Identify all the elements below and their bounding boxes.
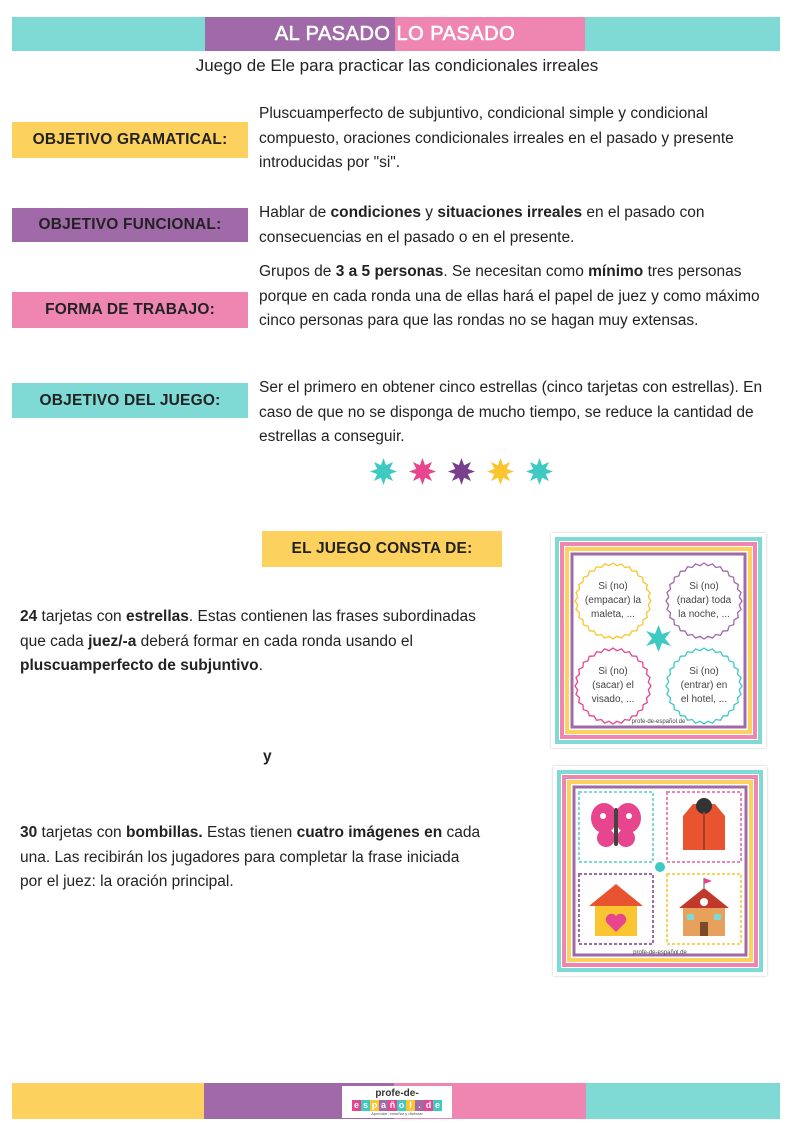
logo-letter: d [425, 1099, 432, 1110]
label-objetivo-funcional: OBJETIVO FUNCIONAL: [12, 208, 248, 242]
label-el-juego-consta-de: EL JUEGO CONSTA DE: [262, 531, 502, 567]
star-card-phrase-line: Si (no) [689, 666, 719, 677]
star-icon [370, 458, 397, 485]
star-card-phrase-line: maleta, ... [591, 609, 635, 620]
text-span: cada una. Las recibirán los jugadores para completar la frase iniciada por el juez: la oración principal. [20, 824, 481, 890]
star-icon [526, 458, 553, 485]
text-span: . Estas contienen las frases subordinadas que cada [20, 608, 476, 650]
logo-letter: a [380, 1099, 386, 1110]
logo-subtitle: Aprender, enseñar y disfrutar [371, 1110, 423, 1116]
text-objetivo-funcional [259, 201, 779, 250]
butterfly-icon [591, 803, 641, 847]
star-icon [487, 458, 514, 485]
logo-letter: s [362, 1099, 368, 1110]
title-part-1: AL PASADO [274, 22, 391, 45]
bold-minimo: mínimo [588, 263, 644, 280]
star-card-phrase-line: (empacar) la [584, 595, 642, 606]
page-title [205, 17, 585, 51]
star-card-phrase-line: el hotel, ... [680, 694, 728, 705]
title-part-2: LO PASADO [396, 22, 516, 45]
text-span: tarjetas con [37, 824, 126, 841]
banner-segment-teal [12, 17, 205, 51]
text-span: tarjetas con [37, 608, 126, 625]
bold-juez: juez/-a [88, 632, 137, 650]
bold-estrellas: estrellas [126, 608, 189, 625]
logo-letter: . [415, 1100, 424, 1111]
banner-segment-teal-right [585, 17, 780, 51]
logo-letters [352, 1100, 442, 1111]
text-span: Hablar de [259, 204, 331, 221]
star-card-image [551, 533, 766, 748]
text-objetivo-gramatical: Pluscuamperfecto de subjuntivo, condicional simple y condicional compuesto, oraciones condicionales irreales en el pasado y presente introducidas por "si". [259, 105, 734, 171]
logo-top-text: profe-de- [375, 1087, 419, 1099]
bold-situaciones-irreales: situaciones irreales [437, 204, 583, 221]
logo [342, 1086, 452, 1118]
bold-cuatro-imagenes: cuatro imágenes en [296, 824, 443, 841]
label-forma-de-trabajo: FORMA DE TRABAJO: [12, 292, 248, 328]
bold-count-24: 24 [20, 608, 38, 625]
logo-letter: p [371, 1099, 378, 1110]
bold-pluscuamperfecto: pluscuamperfecto de subjuntivo [20, 657, 259, 674]
bold-count-30: 30 [20, 824, 38, 841]
text-span: Estas tienen [202, 824, 297, 841]
label-objetivo-gramatical: OBJETIVO GRAMATICAL: [12, 122, 248, 158]
text-span: tres personas porque en cada ronda una de ellas hará el papel de juez y como máximo cinco personas para que las rondas no se hagan muy extensas. [259, 263, 760, 329]
connector-y: y [263, 748, 272, 765]
text-span: . Se necesitan como [443, 263, 589, 280]
logo-letter: ñ [389, 1099, 396, 1110]
star-card-phrase-line: (sacar) el [592, 680, 634, 691]
text-span: en el pasado con consecuencias en el pasado o en el presente. [259, 204, 705, 246]
star-icon [409, 458, 436, 485]
star-card-phrase-line: (entrar) en [680, 680, 728, 691]
star-card-phrase-line: (nadar) toda [676, 595, 732, 606]
bold-condiciones: condiciones [330, 204, 421, 221]
bold-bombillas: bombillas. [126, 824, 203, 841]
label-objetivo-del-juego: OBJETIVO DEL JUEGO: [12, 383, 248, 418]
star-card-phrase-line: Si (no) [598, 581, 628, 592]
text-span: deberá formar en cada ronda usando el [136, 632, 413, 650]
logo-letter: l [406, 1100, 415, 1111]
star-card-graphic [551, 533, 766, 748]
text-tarjetas-bombillas [20, 821, 482, 895]
star-card-phrase-line: la noche, ... [678, 609, 730, 620]
star-card-phrase-line: Si (no) [689, 581, 719, 592]
bulb-card-footer: profe-de-español.de [633, 950, 687, 956]
bottom-segment-teal [586, 1083, 780, 1119]
text-objetivo-del-juego: Ser el primero en obtener cinco estrellas (cinco tarjetas con estrellas). En caso de que no se disponga de mucho tiempo, se reduce la cantidad de estrellas a conseguir. [259, 379, 763, 445]
star-card-footer: profe-de-español.de [631, 719, 686, 725]
logo-letter: o [398, 1099, 405, 1110]
text-span: . [258, 657, 263, 674]
star-icon [448, 458, 475, 485]
text-span: Grupos de [259, 263, 336, 280]
page-subtitle: Juego de Ele para practicar las condicionales irreales [195, 56, 599, 75]
logo-letter: e [353, 1099, 359, 1110]
star-row [370, 458, 553, 485]
logo-letter: e [434, 1099, 440, 1110]
star-card-phrase-line: visado, ... [591, 694, 635, 705]
bottom-segment-yellow [12, 1083, 204, 1119]
bulb-card-image [553, 766, 767, 976]
bulb-card-graphic [553, 766, 767, 976]
text-forma-de-trabajo [259, 260, 779, 334]
text-tarjetas-estrellas [20, 605, 480, 679]
bold-personas: 3 a 5 personas [335, 263, 444, 280]
star-card-phrase-line: Si (no) [598, 666, 628, 677]
text-span: y [420, 204, 438, 221]
